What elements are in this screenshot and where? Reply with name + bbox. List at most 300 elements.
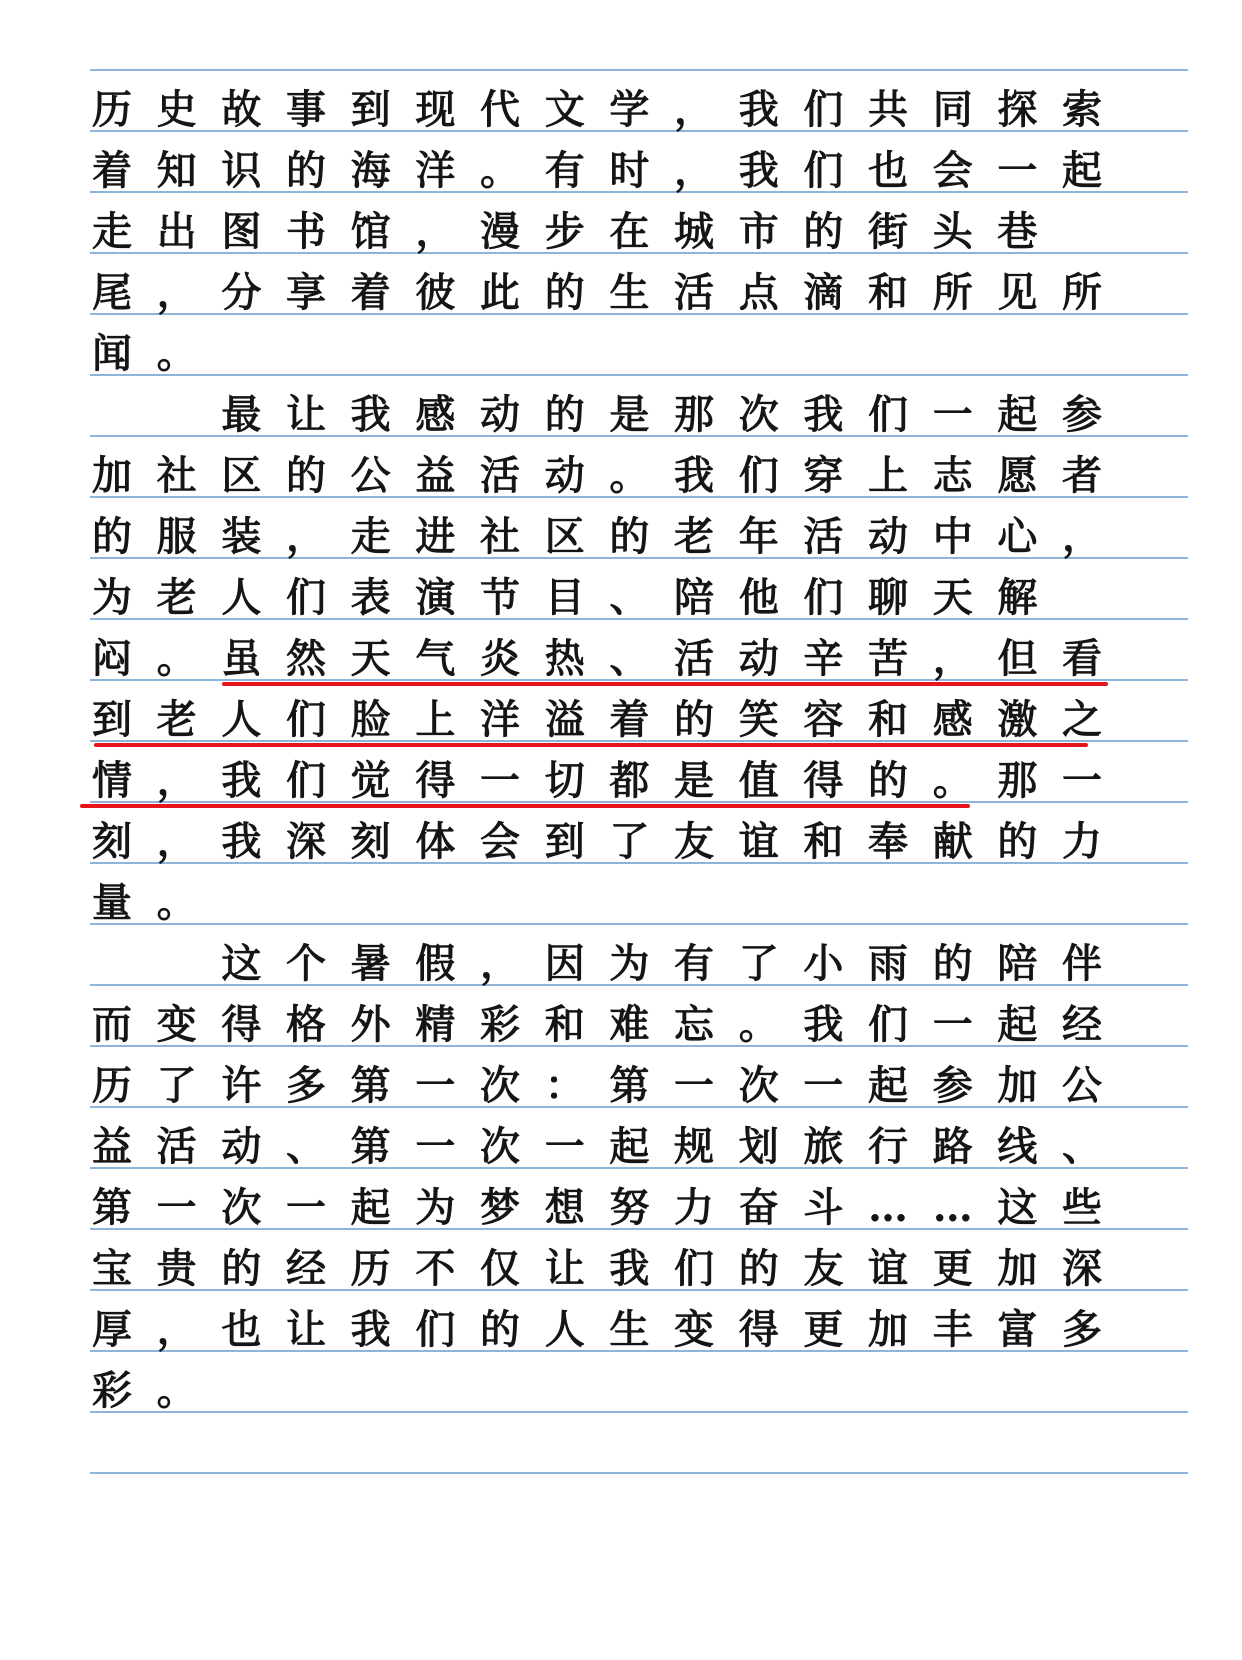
character: 得 [415, 757, 456, 804]
character: 让 [544, 1245, 585, 1292]
character: 书 [286, 208, 326, 255]
character: 外 [350, 1001, 391, 1048]
character: 斗 [803, 1184, 844, 1231]
character: 事 [286, 86, 326, 133]
character: 步 [544, 208, 585, 255]
character: 漫 [480, 208, 521, 255]
character: 所 [1062, 269, 1103, 316]
character: 学 [609, 86, 650, 133]
character: 。 [932, 757, 973, 804]
character: 第 [609, 1062, 650, 1109]
character: 者 [1062, 452, 1103, 499]
character: 知 [156, 147, 197, 194]
text-line [90, 993, 1190, 1057]
character: 、 [286, 1123, 326, 1170]
character: 的 [544, 269, 585, 316]
character: 人 [221, 696, 262, 743]
character: 的 [932, 940, 973, 987]
character: 奉 [868, 818, 909, 865]
text-line [90, 139, 1190, 203]
character: 老 [156, 574, 197, 621]
character: 体 [415, 818, 456, 865]
character: 力 [1062, 818, 1103, 865]
character: 节 [480, 574, 521, 621]
character: 量 [92, 879, 132, 926]
character: 史 [156, 86, 197, 133]
character: 。 [738, 1001, 779, 1048]
character: 陪 [674, 574, 715, 621]
character: 之 [1062, 696, 1103, 743]
character: 参 [932, 1062, 973, 1109]
character: 看 [1062, 635, 1103, 682]
character: 走 [350, 513, 391, 560]
character: 脸 [350, 696, 391, 743]
character: 生 [609, 1306, 650, 1353]
character: 的 [738, 1245, 779, 1292]
character: 那 [997, 757, 1038, 804]
character: 享 [286, 269, 326, 316]
character: 的 [803, 208, 844, 255]
character: 们 [674, 1245, 715, 1292]
character: 彼 [415, 269, 456, 316]
character: 益 [92, 1123, 132, 1170]
character: 容 [803, 696, 844, 743]
character: 街 [868, 208, 909, 255]
character: ， [932, 635, 973, 682]
character: 力 [674, 1184, 715, 1231]
ruled-line [90, 1472, 1188, 1474]
character: 尾 [92, 269, 132, 316]
character: 进 [415, 513, 456, 560]
character: 着 [350, 269, 391, 316]
character: 同 [932, 86, 973, 133]
character: 闻 [92, 330, 132, 377]
text-line [90, 322, 1190, 386]
character: ， [156, 1306, 197, 1353]
character: 们 [738, 452, 779, 499]
character: 愿 [997, 452, 1038, 499]
ruled-line [90, 69, 1188, 71]
character: 的 [544, 391, 585, 438]
character: 雨 [868, 940, 909, 987]
character: 们 [868, 1001, 909, 1048]
character: 假 [415, 940, 456, 987]
character: 为 [415, 1184, 456, 1231]
character: 的 [868, 757, 909, 804]
character: 些 [1062, 1184, 1103, 1231]
character: 起 [609, 1123, 650, 1170]
character: 许 [221, 1062, 262, 1109]
character: 活 [674, 635, 715, 682]
character: 第 [92, 1184, 132, 1231]
character: 探 [997, 86, 1038, 133]
character: 仅 [480, 1245, 521, 1292]
character: 多 [1062, 1306, 1103, 1353]
character: 、 [609, 635, 650, 682]
character: ， [156, 757, 197, 804]
character: 、 [609, 574, 650, 621]
character: 中 [932, 513, 973, 560]
character: 贵 [156, 1245, 197, 1292]
text-line [90, 1359, 1190, 1423]
character: 洋 [415, 147, 456, 194]
character: 溢 [544, 696, 585, 743]
character: 第 [350, 1062, 391, 1109]
text-line [90, 383, 1190, 447]
character: 丰 [932, 1306, 973, 1353]
character: 现 [415, 86, 456, 133]
character: 不 [415, 1245, 456, 1292]
character: 了 [156, 1062, 197, 1109]
character: 线 [997, 1123, 1038, 1170]
character: 益 [415, 452, 456, 499]
character: 公 [350, 452, 391, 499]
character: 上 [868, 452, 909, 499]
character: 因 [544, 940, 585, 987]
character: 着 [92, 147, 132, 194]
character: ， [156, 269, 197, 316]
character: 谊 [868, 1245, 909, 1292]
character: 更 [932, 1245, 973, 1292]
character: 我 [350, 1306, 391, 1353]
character: 一 [286, 1184, 326, 1231]
character: 为 [92, 574, 132, 621]
character: 让 [286, 391, 326, 438]
character: 一 [480, 757, 521, 804]
character: 服 [156, 513, 197, 560]
character: 年 [738, 513, 779, 560]
character: 社 [480, 513, 521, 560]
character: 们 [868, 391, 909, 438]
character: 友 [674, 818, 715, 865]
character: 然 [286, 635, 326, 682]
character: ， [1062, 513, 1103, 560]
character: ， [286, 513, 326, 560]
character: 穿 [803, 452, 844, 499]
character: 起 [1062, 147, 1103, 194]
character: 在 [609, 208, 650, 255]
character: 切 [544, 757, 585, 804]
character: 天 [932, 574, 973, 621]
character: 心 [997, 513, 1038, 560]
character: 次 [738, 391, 779, 438]
character: 让 [286, 1306, 326, 1353]
character: 人 [221, 574, 262, 621]
character: 的 [674, 696, 715, 743]
character: 有 [674, 940, 715, 987]
character: 他 [738, 574, 779, 621]
character: 难 [609, 1001, 650, 1048]
character: 城 [674, 208, 715, 255]
character: 彩 [92, 1367, 132, 1414]
character: 闷 [92, 635, 132, 682]
character: 了 [738, 940, 779, 987]
character: 旅 [803, 1123, 844, 1170]
character: ： [544, 1062, 585, 1109]
character: 会 [480, 818, 521, 865]
character: 我 [221, 757, 262, 804]
character: 表 [350, 574, 391, 621]
text-line [90, 1298, 1190, 1362]
character: 得 [738, 1306, 779, 1353]
character: 们 [286, 696, 326, 743]
character: ， [156, 818, 197, 865]
character: 老 [156, 696, 197, 743]
character: 的 [997, 818, 1038, 865]
character: 人 [544, 1306, 585, 1353]
character: 的 [221, 1245, 262, 1292]
character: 目 [544, 574, 585, 621]
character: 动 [544, 452, 585, 499]
character: 。 [480, 147, 521, 194]
character: 那 [674, 391, 715, 438]
character: 历 [92, 86, 132, 133]
character: 。 [156, 635, 197, 682]
character: 动 [480, 391, 521, 438]
character: 和 [803, 818, 844, 865]
character: 笑 [738, 696, 779, 743]
character: 刻 [350, 818, 391, 865]
character: 时 [609, 147, 650, 194]
character: 个 [286, 940, 326, 987]
character: 深 [1062, 1245, 1103, 1292]
character: 我 [738, 86, 779, 133]
character: 奋 [738, 1184, 779, 1231]
character: 也 [221, 1306, 262, 1353]
character: 故 [221, 86, 262, 133]
character: 变 [674, 1306, 715, 1353]
character: 老 [674, 513, 715, 560]
character: 觉 [350, 757, 391, 804]
character: 气 [415, 635, 456, 682]
character: 小 [803, 940, 844, 987]
character: 海 [350, 147, 391, 194]
character: 我 [221, 818, 262, 865]
character: 起 [997, 1001, 1038, 1048]
character: 而 [92, 1001, 132, 1048]
character: 。 [609, 452, 650, 499]
character: 洋 [480, 696, 521, 743]
character: 一 [803, 1062, 844, 1109]
character: 活 [803, 513, 844, 560]
character: 起 [350, 1184, 391, 1231]
character: 到 [350, 86, 391, 133]
character: 是 [609, 391, 650, 438]
character: 会 [932, 147, 973, 194]
character: 。 [156, 1367, 197, 1414]
character: 们 [803, 574, 844, 621]
character: 行 [868, 1123, 909, 1170]
character: 彩 [480, 1001, 521, 1048]
text-line [90, 810, 1190, 874]
character: 加 [868, 1306, 909, 1353]
character: 也 [868, 147, 909, 194]
character: 忘 [674, 1001, 715, 1048]
character: 加 [997, 1245, 1038, 1292]
character: 更 [803, 1306, 844, 1353]
character: 谊 [738, 818, 779, 865]
text-line [90, 1237, 1190, 1301]
character: 。 [156, 879, 197, 926]
character: 出 [156, 208, 197, 255]
character: 友 [803, 1245, 844, 1292]
character: 起 [868, 1062, 909, 1109]
character: 这 [997, 1184, 1038, 1231]
character: 宝 [92, 1245, 132, 1292]
character: 天 [350, 635, 391, 682]
character: 分 [221, 269, 262, 316]
character: 一 [156, 1184, 197, 1231]
character: 感 [415, 391, 456, 438]
character: 我 [738, 147, 779, 194]
character: 为 [609, 940, 650, 987]
character: 这 [221, 940, 262, 987]
character: 次 [480, 1062, 521, 1109]
character: 经 [1062, 1001, 1103, 1048]
character: 聊 [868, 574, 909, 621]
character: 装 [221, 513, 262, 560]
character: 志 [932, 452, 973, 499]
character: 索 [1062, 86, 1103, 133]
character: 参 [1062, 391, 1103, 438]
character: 区 [544, 513, 585, 560]
character: 了 [609, 818, 650, 865]
character: 到 [544, 818, 585, 865]
character: 情 [92, 757, 132, 804]
character: ， [674, 147, 715, 194]
character: 们 [803, 147, 844, 194]
text-line [90, 1054, 1190, 1118]
character: 变 [156, 1001, 197, 1048]
character: 次 [221, 1184, 262, 1231]
character: 有 [544, 147, 585, 194]
character: 区 [221, 452, 262, 499]
character: 此 [480, 269, 521, 316]
character: 动 [738, 635, 779, 682]
text-line [90, 871, 1190, 935]
character: 我 [803, 1001, 844, 1048]
text-line [90, 505, 1190, 569]
character: 活 [674, 269, 715, 316]
character: 到 [92, 696, 132, 743]
character: 们 [415, 1306, 456, 1353]
character: 得 [221, 1001, 262, 1048]
character: 格 [286, 1001, 326, 1048]
character: 深 [286, 818, 326, 865]
character: 刻 [92, 818, 132, 865]
character: 社 [156, 452, 197, 499]
character: 都 [609, 757, 650, 804]
character: 的 [609, 513, 650, 560]
character: 一 [415, 1123, 456, 1170]
character: 所 [932, 269, 973, 316]
red-underline [94, 743, 1088, 747]
character: 动 [221, 1123, 262, 1170]
text-line [90, 566, 1190, 630]
character: 起 [997, 391, 1038, 438]
text-line [90, 261, 1190, 325]
character: 、 [1062, 1123, 1103, 1170]
character: 一 [1062, 757, 1103, 804]
character: 滴 [803, 269, 844, 316]
character: ， [674, 86, 715, 133]
character: 一 [674, 1062, 715, 1109]
character: … [932, 1184, 973, 1231]
character: 激 [997, 696, 1038, 743]
character: 活 [480, 452, 521, 499]
character: 头 [932, 208, 973, 255]
character: 划 [738, 1123, 779, 1170]
character: 走 [92, 208, 132, 255]
character: 和 [868, 269, 909, 316]
character: 第 [350, 1123, 391, 1170]
character: 历 [350, 1245, 391, 1292]
character: 多 [286, 1062, 326, 1109]
character: ， [415, 208, 456, 255]
character: 动 [868, 513, 909, 560]
character: 伴 [1062, 940, 1103, 987]
character: 值 [738, 757, 779, 804]
character: 活 [156, 1123, 197, 1170]
character: 苦 [868, 635, 909, 682]
character: 识 [221, 147, 262, 194]
character: 解 [997, 574, 1038, 621]
character: 巷 [997, 208, 1038, 255]
text-line [90, 1176, 1190, 1240]
character: 代 [480, 86, 521, 133]
character: 一 [544, 1123, 585, 1170]
red-underline [80, 804, 970, 808]
character: 加 [92, 452, 132, 499]
character: 辛 [803, 635, 844, 682]
text-line [90, 200, 1190, 264]
character: ， [480, 940, 521, 987]
text-line [90, 932, 1190, 996]
character: 着 [609, 696, 650, 743]
character: 的 [286, 452, 326, 499]
character: 历 [92, 1062, 132, 1109]
character: 炎 [480, 635, 521, 682]
character: 一 [997, 147, 1038, 194]
character: 一 [415, 1062, 456, 1109]
character: 一 [932, 1001, 973, 1048]
character: 但 [997, 635, 1038, 682]
character: 们 [286, 757, 326, 804]
character: 演 [415, 574, 456, 621]
character: 献 [932, 818, 973, 865]
character: 规 [674, 1123, 715, 1170]
character: 富 [997, 1306, 1038, 1353]
character: 的 [480, 1306, 521, 1353]
character: 感 [932, 696, 973, 743]
character: 见 [997, 269, 1038, 316]
character: 馆 [350, 208, 391, 255]
character: 和 [544, 1001, 585, 1048]
character: 市 [738, 208, 779, 255]
character: 暑 [350, 940, 391, 987]
character: 厚 [92, 1306, 132, 1353]
character: 得 [803, 757, 844, 804]
character: 上 [415, 696, 456, 743]
character: 是 [674, 757, 715, 804]
character: 文 [544, 86, 585, 133]
character: 和 [868, 696, 909, 743]
character: 一 [932, 391, 973, 438]
character: 精 [415, 1001, 456, 1048]
character: 想 [544, 1184, 585, 1231]
character: 我 [609, 1245, 650, 1292]
character: 梦 [480, 1184, 521, 1231]
